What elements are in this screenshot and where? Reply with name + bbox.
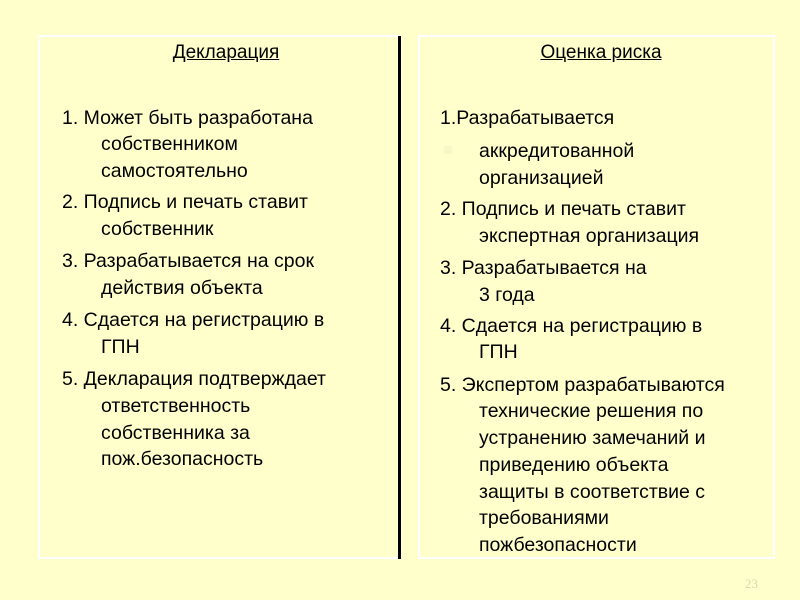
left-item-1-line-2: собственником xyxy=(101,133,238,155)
left-item-4-line-1: 4. Сдается на регистрацию в xyxy=(62,309,325,331)
right-item-3-line-1: 3. Разрабатывается на xyxy=(440,257,647,279)
left-item-1-line-1: 1. Может быть разработана xyxy=(62,107,313,129)
right-item-5-line-4: приведению объекта xyxy=(479,454,669,476)
faint-bullet-icon xyxy=(444,146,452,154)
right-item-2-line-2: экспертная организация xyxy=(479,225,700,247)
risk-assessment-heading: Оценка риска xyxy=(540,42,662,63)
left-item-4-line-2: ГПН xyxy=(101,336,140,358)
left-item-5-line-1: 5. Декларация подтверждает xyxy=(62,368,326,390)
right-item-5-line-2: технические решения по xyxy=(479,400,704,422)
declaration-heading: Декларация xyxy=(172,42,280,63)
column-divider xyxy=(398,36,401,559)
right-item-4-line-2: ГПН xyxy=(479,341,518,363)
right-item-1-line-2: аккредитованной xyxy=(479,140,635,162)
right-item-4-line-1: 4. Сдается на регистрацию в xyxy=(440,315,703,337)
left-item-2-line-2: собственник xyxy=(101,218,214,240)
right-item-2-line-1: 2. Подпись и печать ставит xyxy=(440,198,686,220)
left-item-5-line-2: ответственность xyxy=(101,395,251,417)
right-item-5-line-6: требованиями xyxy=(479,507,609,529)
left-item-5-line-3: собственника за xyxy=(101,422,250,444)
left-item-2-line-1: 2. Подпись и печать ставит xyxy=(62,191,308,213)
left-item-3-line-2: действия объекта xyxy=(101,277,263,299)
left-item-1-line-3: самостоятельно xyxy=(101,160,248,182)
right-item-3-line-2: 3 года xyxy=(479,284,535,306)
right-item-1-line-1: 1.Разрабатывается xyxy=(440,107,615,129)
right-item-5-line-7: пожбезопасности xyxy=(479,534,637,556)
right-item-5-line-1: 5. Экспертом разрабатываются xyxy=(440,374,725,396)
right-item-5-line-3: устранению замечаний и xyxy=(479,427,706,449)
left-item-5-line-4: пож.безопасность xyxy=(101,448,264,470)
slide-number: 23 xyxy=(745,576,758,591)
right-item-1-line-3: организацией xyxy=(479,167,604,189)
right-item-5-line-5: защиты в соответствие с xyxy=(479,481,706,503)
left-item-3-line-1: 3. Разрабатывается на срок xyxy=(62,250,315,272)
